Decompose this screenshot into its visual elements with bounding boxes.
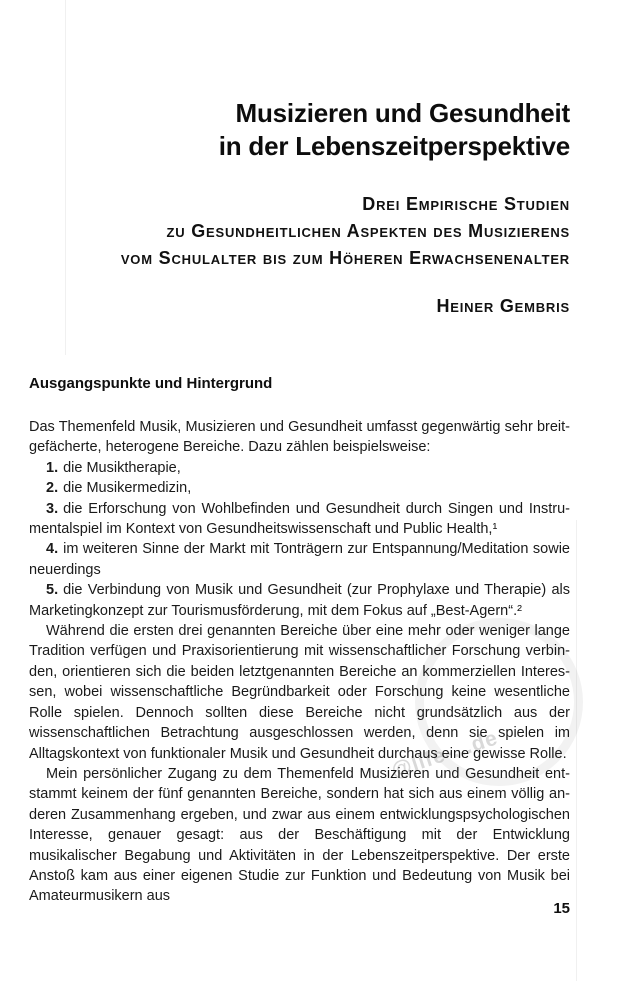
article-title bbox=[29, 97, 570, 163]
article-subtitle bbox=[29, 191, 570, 272]
list-number-4: 4. bbox=[46, 541, 59, 558]
subtitle-line-3: vom Schulalter bis zum Höheren Erwachsenenalter bbox=[120, 248, 570, 268]
list-item-text-3: die Erforschung von Wohlbefinden und Gesundheit durch Singen und Instrumentalspiel im Kontext von Gesundheitswissenschaft und Public Health,¹ bbox=[29, 500, 570, 538]
list-item-1 bbox=[29, 458, 570, 478]
page-number: 15 bbox=[553, 900, 570, 917]
list-item-text-1: die Musiktherapie, bbox=[63, 459, 181, 476]
title-line-1: Musizieren und Gesundheit bbox=[235, 98, 570, 128]
article-author: Heiner Gembris bbox=[436, 296, 570, 316]
scan-crease-right bbox=[576, 520, 577, 981]
list-number-2: 2. bbox=[46, 480, 59, 497]
subtitle-line-2: zu Gesundheitlichen Aspekten des Musizierens bbox=[166, 221, 570, 241]
body-text bbox=[29, 417, 570, 907]
list-item-5 bbox=[29, 580, 570, 621]
list-item-2 bbox=[29, 478, 570, 498]
list-item-3 bbox=[29, 499, 570, 540]
list-number-3: 3. bbox=[46, 500, 59, 517]
list-number-1: 1. bbox=[46, 459, 59, 476]
paragraph-2: Während die ersten drei genannten Bereiche über eine mehr oder weniger lange Tradition verfügen und Praxisorientierung mit wissenschaftlicher Forschung verbinden, orientieren sich die beiden letztgenannten Bereiche an kommerziellen Interessen, wobei wissenschaftliche Begründbarkeit oder Forschung keine wesentliche Rolle spielen. Dennoch sollten diese Bereiche nicht grundsätzlich aus der wissenschaftlichen Betrachtung ausgeschlossen werden, denn sie spielen im Alltagskontext von funktionaler Musik und Gesundheit durchaus eine gewisse Rolle. bbox=[29, 623, 570, 762]
watermark-text: @life-...de bbox=[388, 726, 501, 783]
page-content bbox=[29, 0, 570, 907]
paragraph-3: Mein persönlicher Zugang zu dem Themenfeld Musizieren und Gesundheit entstammt keinem der fünf genannten Bereiche, sondern hat sich aus einem völlig anderen Zusammenhang ergeben, und zwar aus einem entwicklungspsychologischen Interesse, genauer gesagt: aus der Beschäftigung mit der Entwicklung musikalischer Begabung und Aktivitäten in der Lebenszeitperspektive. Der erste Anstoß kam aus einer eigenen Studie zur Funktion und Bedeutung von Musik bei Amateurmusikern aus bbox=[29, 765, 570, 905]
list-item-text-2: die Musikermedizin, bbox=[63, 480, 192, 497]
subtitle-line-1: Drei Empirische Studien bbox=[362, 194, 570, 214]
paragraph-intro: Das Themenfeld Musik, Musizieren und Gesundheit umfasst gegenwärtig sehr breitgefächerte, heterogene Bereiche. Dazu zählen beispielsweise: bbox=[29, 419, 570, 456]
section-heading: Ausgangspunkte und Hintergrund bbox=[29, 375, 273, 392]
list-item-text-5: die Verbindung von Musik und Gesundheit (zur Prophylaxe und Therapie) als Marketingkonzept zur Tourismusförderung, mit dem Fokus auf „Best-Agern“.² bbox=[29, 582, 570, 619]
list-item-text-4: im weiteren Sinne der Markt mit Tonträgern zur Entspannung/Meditation sowie neuerdings bbox=[29, 541, 570, 578]
list-item-4 bbox=[29, 539, 570, 580]
title-line-2: in der Lebenszeitperspektive bbox=[218, 131, 570, 161]
list-number-5: 5. bbox=[46, 582, 59, 599]
